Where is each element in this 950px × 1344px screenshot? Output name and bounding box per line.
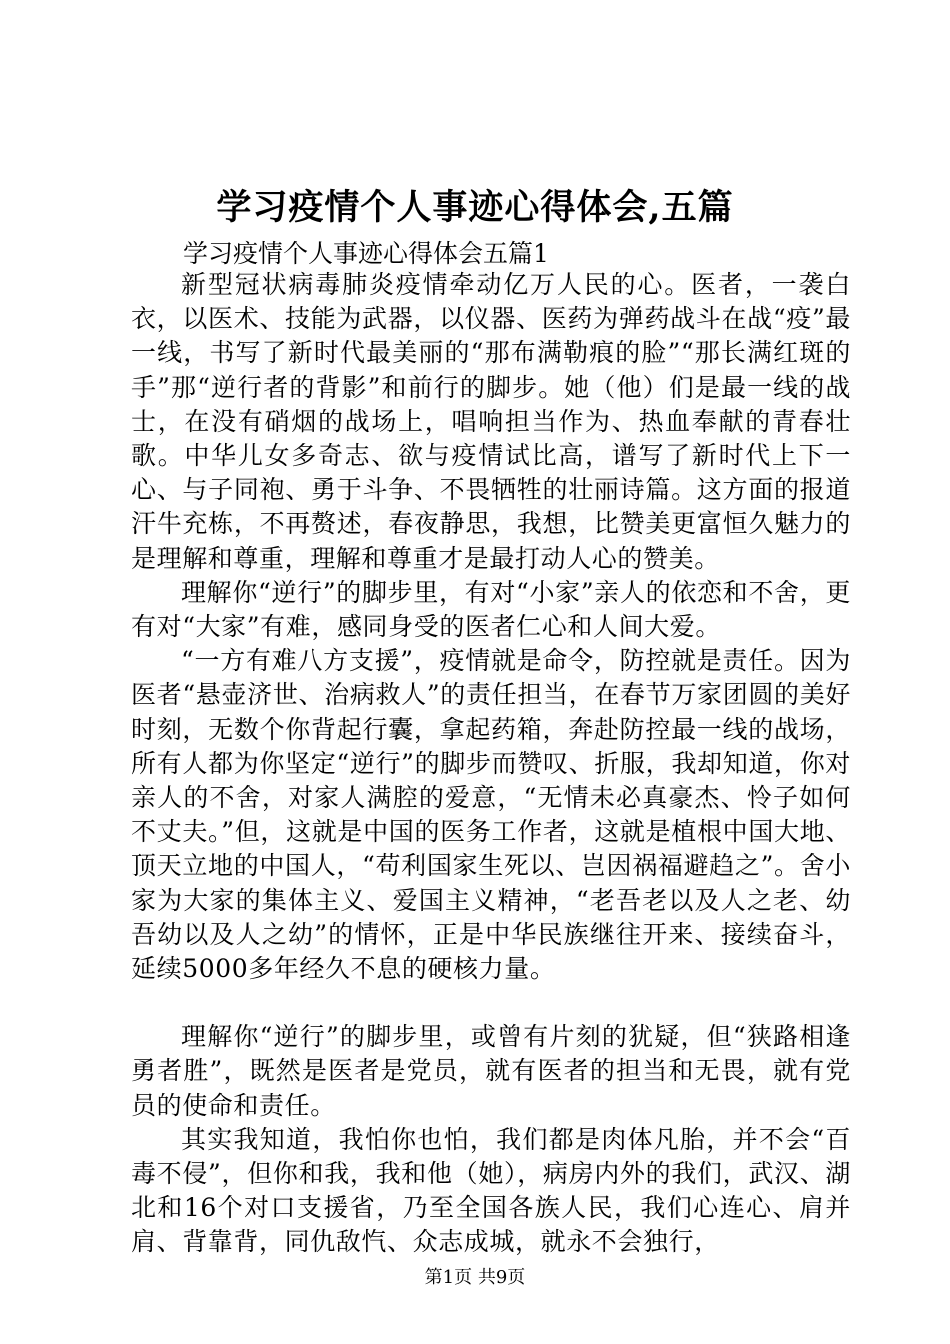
document-title: 学习疫情个人事迹心得体会,五篇	[216, 187, 734, 228]
paragraph-1: 新型冠状病毒肺炎疫情牵动亿万人民的心。医者，一袭白衣，以医术、技能为武器，以仪器、医药为弹药战斗在战“疫”最一线，书写了新时代最美丽的“那布满勒痕的脸”“那长满红斑的手”那“逆行者的背影”和前行的脚步。她（他）们是最一线的战士，在没有硝烟的战场上，唱响担当作为、热血奉献的青春壮歌。中华儿女多奇志、欲与疫情试比高，谱写了新时代上下一心、与子同袍、勇于斗争、不畏牺牲的壮丽诗篇。这方面的报道汗牛充栋，不再赘述，春夜静思，我想，比赞美更富恒久魅力的是理解和尊重，理解和尊重才是最打动人心的赞美。	[131, 270, 851, 573]
paragraph-3: “一方有难八方支援”，疫情就是命令，防控就是责任。因为医者“悬壶济世、治病救人”的责任担当，在春节万家团圆的美好时刻，无数个你背起行囊，拿起药箱，奔赴防控最一线的战场，所有人都为你坚定“逆行”的脚步而赞叹、折服，我却知道，你对亲人的不舍，对家人满腔的爱意，“无情未必真豪杰、怜子如何不丈夫。”但，这就是中国的医务工作者，这就是植根中国大地、顶天立地的中国人，“苟利国家生死以、岂因祸福避趋之”。舍小家为大家的集体主义、爱国主义精神，“老吾老以及人之老、幼吾幼以及人之幼”的情怀，正是中华民族继往开来、接续奋斗，延续5000多年经久不息的硬核力量。	[131, 646, 851, 984]
paragraph-gap	[131, 986, 851, 1020]
page-footer: 第1页 共9页	[424, 1267, 526, 1288]
paragraph-5: 其实我知道，我怕你也怕，我们都是肉体凡胎，并不会“百毒不侵”，但你和我，我和他（她），病房内外的我们，武汉、湖北和16个对口支援省，乃至全国各族人民，我们心连心、肩并肩、背靠背，同仇敌忾、众志成城，就永不会独行，	[131, 1124, 851, 1257]
paragraph-4: 理解你“逆行”的脚步里，或曾有片刻的犹疑，但“狭路相逢勇者胜”，既然是医者是党员，就有医者的担当和无畏，就有党员的使命和责任。	[131, 1022, 851, 1120]
document-subtitle: 学习疫情个人事迹心得体会五篇1	[183, 239, 549, 268]
document-body	[131, 268, 851, 1260]
paragraph-2: 理解你“逆行”的脚步里，有对“小家”亲人的依恋和不舍，更有对“大家”有难，感同身受的医者仁心和人间大爱。	[131, 577, 851, 642]
